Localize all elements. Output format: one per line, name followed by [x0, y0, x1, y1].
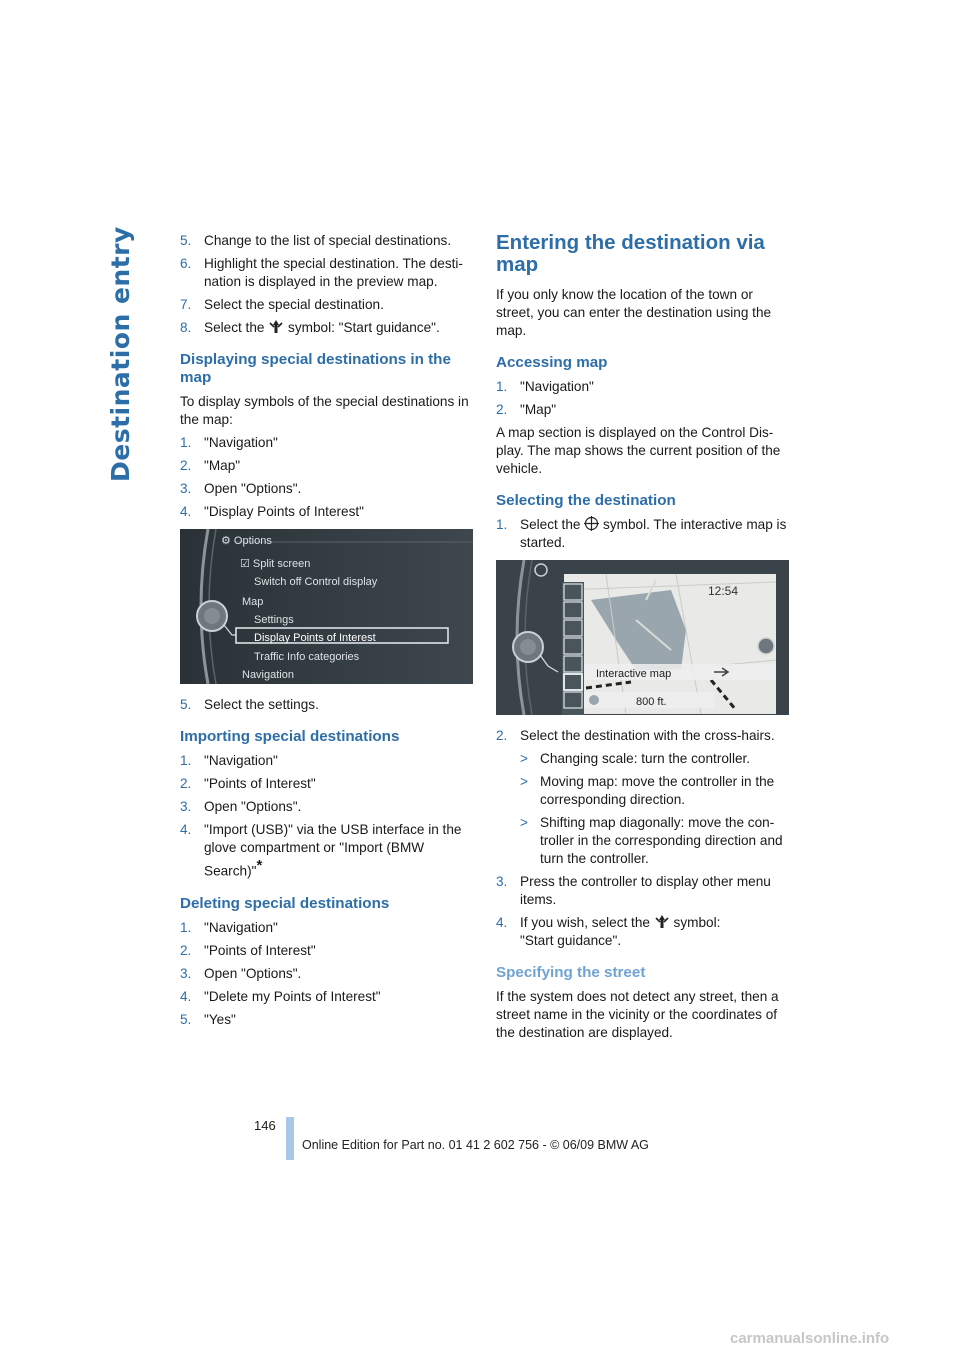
bullet-item: > Moving map: move the controller in the corresponding direction.: [520, 774, 775, 807]
list-item: 8. Select the symbol: "Start guidance".: [180, 320, 440, 335]
list-item: 6. Highlight the special destination. The desti-nation is displayed in the preview map.: [180, 256, 463, 289]
bullet-item: > Shifting map diagonally: move the con-troller in the corresponding direction and turn the controller.: [520, 815, 783, 866]
start-guidance-icon: [654, 914, 670, 929]
list-item: 2. Select the destination with the cross-hairs.: [496, 728, 775, 743]
map-scale: 800 ft.: [636, 696, 667, 708]
paragraph: If the system does not detect any street, then a street name in the vicinity or the coordinates of the destination are displayed.: [496, 989, 779, 1040]
list-item: 3. Open "Options".: [180, 965, 302, 981]
edition-note: Online Edition for Part no. 01 41 2 602 756 - © 06/09 BMW AG: [302, 1138, 649, 1152]
heading-destination-via-map: Entering the destination via map: [496, 231, 765, 276]
page-number: 146: [254, 1118, 276, 1133]
paragraph: A map section is displayed on the Control Dis-play. The map shows the current position of the vehicle.: [496, 425, 781, 476]
menu-group-navigation[interactable]: Navigation: [242, 669, 294, 681]
list-item: 1. "Navigation": [180, 919, 278, 935]
right-column: [496, 232, 791, 1047]
watermark: carmanualsonline.info: [730, 1330, 890, 1347]
paragraph: If you only know the location of the town or street, you can enter the destination using the map.: [496, 287, 772, 338]
list-item: 4. If you wish, select the symbol: "Start guidance".: [496, 915, 721, 948]
menu-item-display-poi[interactable]: Display Points of Interest: [254, 632, 376, 644]
list-item: 1. Select the symbol. The interactive map is started.: [496, 517, 787, 550]
menu-item-split-screen[interactable]: ☑ Split screen: [240, 558, 311, 570]
list-item: 3. Open "Options".: [180, 481, 302, 496]
heading-specifying-street: Specifying the street: [496, 964, 646, 981]
list-item: 3. Press the controller to display other menu items.: [496, 874, 771, 907]
list-item: 2. "Map": [496, 402, 557, 417]
list-item: 3. Open "Options".: [180, 799, 302, 814]
footer-accent-bar: [286, 1117, 294, 1160]
crosshairs-icon: [584, 516, 599, 531]
list-item: 7. Select the special destination.: [180, 297, 384, 312]
menu-item-settings[interactable]: Settings: [254, 614, 294, 626]
left-column: [180, 232, 475, 1034]
menu-group-map: Map: [242, 596, 264, 608]
heading-accessing-map: Accessing map: [496, 354, 608, 371]
list-item: 5. Select the settings.: [180, 697, 319, 712]
list-item: 1. "Navigation": [180, 753, 278, 768]
list-item: 5. Change to the list of special destinations.: [180, 233, 452, 248]
list-item: 4. "Import (USB)" via the USB interface in the glove compartment or "Import (BMW Search)"*: [180, 822, 462, 879]
list-item: 4. "Display Points of Interest": [180, 504, 365, 519]
paragraph: To display symbols of the special destinations in the map:: [180, 394, 469, 427]
list-item: 2. "Map": [180, 458, 241, 473]
list-item: 1. "Navigation": [496, 379, 594, 394]
heading-import-special-destinations: Importing special destinations: [180, 728, 400, 745]
map-time: 12:54: [708, 584, 739, 598]
section-title: [106, 226, 156, 482]
list-item: 5. "Yes": [180, 1011, 236, 1027]
list-item: 2. "Points of Interest": [180, 776, 316, 791]
list-item: 4. "Delete my Points of Interest": [180, 988, 381, 1004]
menu-item-traffic-info[interactable]: Traffic Info categories: [254, 651, 360, 663]
start-guidance-icon: [268, 319, 284, 334]
map-label: Interactive map: [596, 668, 672, 680]
menu-item-switch-off-display[interactable]: Switch off Control display: [254, 576, 378, 588]
list-item: 1. "Navigation": [180, 435, 278, 450]
optional-equipment-star: *: [256, 857, 263, 874]
list-item: 2. "Points of Interest": [180, 942, 316, 958]
interactive-map-graphic: [496, 560, 789, 715]
map-screenshot: [496, 560, 789, 715]
options-screenshot: [180, 529, 473, 684]
heading-selecting-destination: Selecting the destination: [496, 492, 676, 509]
options-title: ⚙ Options: [221, 535, 272, 547]
heading-delete-special-destinations: Deleting special destinations: [180, 894, 390, 912]
section-title-text: Destination entry: [106, 226, 135, 482]
heading-display-special-destinations: Displaying special destinations in the map: [180, 351, 451, 386]
bullet-item: > Changing scale: turn the controller.: [520, 751, 751, 766]
